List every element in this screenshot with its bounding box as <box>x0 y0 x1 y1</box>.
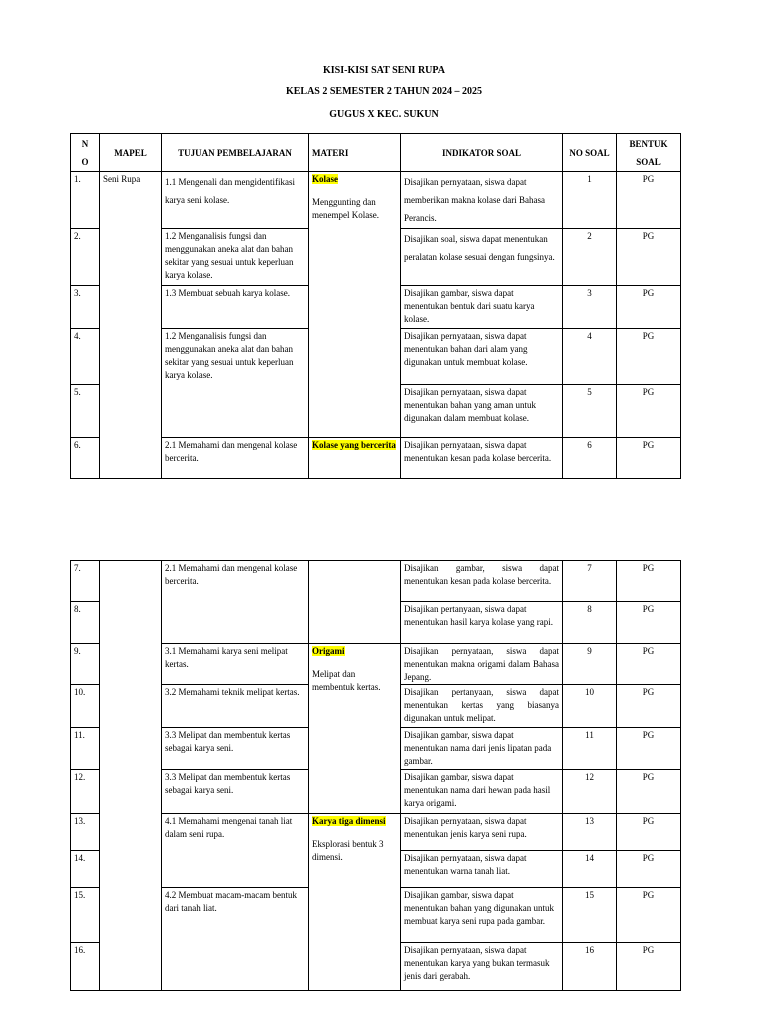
materi-kolase-title: Kolase <box>312 174 338 184</box>
row-bentuk: PG <box>617 229 681 286</box>
materi-kolase-bercerita <box>309 438 401 479</box>
row-bentuk: PG <box>617 888 681 943</box>
mapel-cell: Seni Rupa <box>100 172 162 479</box>
row-tujuan: 2.1 Memahami dan mengenal kolase bercerita. <box>162 561 309 644</box>
row-indikator: Disajikan gambar, siswa dapat menentukan nama dari jenis lipatan pada gambar. <box>401 728 563 770</box>
row-indikator: Disajikan pertanyaan, siswa dapat menentukan kertas yang biasanya digunakan untuk melipat. <box>401 685 563 728</box>
table-row <box>71 644 681 685</box>
materi-kolase <box>309 172 401 438</box>
kisi-table-page1 <box>70 133 681 479</box>
table-row <box>71 814 681 851</box>
row-tujuan: 1.1 Mengenali dan mengidentifikasi karya seni kolase. <box>162 172 309 229</box>
row-bentuk: PG <box>617 172 681 229</box>
row-no-soal: 10 <box>563 685 617 728</box>
materi-karya-tiga-title: Karya tiga dimensi <box>312 816 386 826</box>
table-row <box>71 172 681 229</box>
row-no-soal: 4 <box>563 329 617 385</box>
materi-continued <box>309 561 401 644</box>
row-no-soal: 12 <box>563 770 617 814</box>
row-no: 7. <box>71 561 100 602</box>
header-mapel: MAPEL <box>100 134 162 172</box>
row-indikator: Disajikan soal, siswa dapat menentukan peralatan kolase sesuai dengan fungsinya. <box>401 229 563 286</box>
row-tujuan: 3.3 Melipat dan membentuk kertas sebagai karya seni. <box>162 770 309 814</box>
doc-subtitle-class: KELAS 2 SEMESTER 2 TAHUN 2024 – 2025 <box>285 86 483 97</box>
row-no-soal: 2 <box>563 229 617 286</box>
row-bentuk: PG <box>617 286 681 329</box>
row-no: 15. <box>71 888 100 943</box>
row-no-soal: 5 <box>563 385 617 438</box>
row-no-soal: 8 <box>563 602 617 644</box>
row-bentuk: PG <box>617 685 681 728</box>
row-no-soal: 11 <box>563 728 617 770</box>
row-tujuan: 1.2 Menganalisis fungsi dan menggunakan aneka alat dan bahan sekitar yang sesuai untuk keperluan karya kolase. <box>162 229 309 286</box>
row-no-soal: 7 <box>563 561 617 602</box>
row-no-soal: 9 <box>563 644 617 685</box>
row-bentuk: PG <box>617 814 681 851</box>
row-indikator: Disajikan pernyataan, siswa dapat memberikan makna kolase dari Bahasa Perancis. <box>401 172 563 229</box>
row-indikator: Disajikan pernyataan, siswa dapat menentukan bahan yang aman untuk digunakan dalam membuat kolase. <box>401 385 563 438</box>
row-no: 10. <box>71 685 100 728</box>
table-header-row <box>71 134 681 172</box>
header-tujuan: TUJUAN PEMBELAJARAN <box>162 134 309 172</box>
row-bentuk: PG <box>617 770 681 814</box>
row-no: 1. <box>71 172 100 229</box>
row-bentuk: PG <box>617 438 681 479</box>
row-no: 6. <box>71 438 100 479</box>
row-indikator: Disajikan pernyataan, siswa dapat menentukan karya yang bukan termasuk jenis dari gerabah. <box>401 943 563 991</box>
row-bentuk: PG <box>617 943 681 991</box>
row-indikator: Disajikan gambar, siswa dapat menentukan kesan pada kolase bercerita. <box>401 561 563 602</box>
row-no-soal: 1 <box>563 172 617 229</box>
materi-origami-title: Origami <box>312 646 345 656</box>
row-tujuan: 1.3 Membuat sebuah karya kolase. <box>162 286 309 329</box>
row-tujuan: 3.1 Memahami karya seni melipat kertas. <box>162 644 309 685</box>
materi-karya-tiga-desc: Eksplorasi bentuk 3 dimensi. <box>312 839 384 862</box>
row-tujuan: 4.2 Membuat macam-macam bentuk dari tanah liat. <box>162 888 309 991</box>
row-no: 12. <box>71 770 100 814</box>
row-tujuan: 2.1 Memahami dan mengenal kolase bercerita. <box>162 438 309 479</box>
row-no: 3. <box>71 286 100 329</box>
row-no: 5. <box>71 385 100 438</box>
header-indikator: INDIKATOR SOAL <box>401 134 563 172</box>
row-bentuk: PG <box>617 728 681 770</box>
table-row <box>71 438 681 479</box>
row-indikator: Disajikan pertanyaan, siswa dapat menentukan hasil karya kolase yang rapi. <box>401 602 563 644</box>
row-indikator: Disajikan gambar, siswa dapat menentukan bahan yang digunakan untuk membuat karya seni rupa pada gambar. <box>401 888 563 943</box>
row-no-soal: 14 <box>563 851 617 888</box>
materi-kolase-bercerita-title: Kolase yang bercerita <box>312 440 396 450</box>
doc-title: KISI-KISI SAT SENI RUPA <box>323 65 445 76</box>
row-bentuk: PG <box>617 851 681 888</box>
row-bentuk: PG <box>617 385 681 438</box>
header-no-soal: NO SOAL <box>563 134 617 172</box>
row-indikator: Disajikan gambar, siswa dapat menentukan nama dari hewan pada hasil karya origami. <box>401 770 563 814</box>
row-no: 2. <box>71 229 100 286</box>
row-bentuk: PG <box>617 644 681 685</box>
row-tujuan: 3.2 Memahami teknik melipat kertas. <box>162 685 309 728</box>
row-indikator: Disajikan pernyataan, siswa dapat menentukan jenis karya seni rupa. <box>401 814 563 851</box>
row-no: 11. <box>71 728 100 770</box>
materi-origami <box>309 644 401 814</box>
header-no: N O <box>71 134 100 172</box>
mapel-cell-continued <box>100 561 162 991</box>
row-no-soal: 13 <box>563 814 617 851</box>
header-bentuk: BENTUK SOAL <box>617 134 681 172</box>
row-tujuan: 1.2 Menganalisis fungsi dan menggunakan aneka alat dan bahan sekitar yang sesuai untuk keperluan karya kolase. <box>162 329 309 438</box>
row-indikator: Disajikan pernyataan, siswa dapat menentukan makna origami dalam Bahasa Jepang. <box>401 644 563 685</box>
row-indikator: Disajikan pernyataan, siswa dapat menentukan kesan pada kolase bercerita. <box>401 438 563 479</box>
row-no: 8. <box>71 602 100 644</box>
header-materi: MATERI <box>309 134 401 172</box>
row-bentuk: PG <box>617 561 681 602</box>
row-indikator: Disajikan pernyataan, siswa dapat menentukan warna tanah liat. <box>401 851 563 888</box>
row-no-soal: 16 <box>563 943 617 991</box>
materi-karya-tiga <box>309 814 401 991</box>
row-no-soal: 6 <box>563 438 617 479</box>
materi-kolase-desc: Menggunting dan menempel Kolase. <box>312 197 379 220</box>
row-tujuan: 3.3 Melipat dan membentuk kertas sebagai karya seni. <box>162 728 309 770</box>
kisi-table-page2 <box>70 560 681 991</box>
row-no: 16. <box>71 943 100 991</box>
row-no: 4. <box>71 329 100 385</box>
row-no-soal: 15 <box>563 888 617 943</box>
row-no: 14. <box>71 851 100 888</box>
row-tujuan: 4.1 Memahami mengenai tanah liat dalam seni rupa. <box>162 814 309 888</box>
row-bentuk: PG <box>617 329 681 385</box>
row-no: 13. <box>71 814 100 851</box>
row-no-soal: 3 <box>563 286 617 329</box>
row-bentuk: PG <box>617 602 681 644</box>
materi-origami-desc: Melipat dan membentuk kertas. <box>312 669 381 692</box>
row-indikator: Disajikan pernyataan, siswa dapat menentukan bahan dari alam yang digunakan untuk membuat kolase. <box>401 329 563 385</box>
doc-subtitle-gugus: GUGUS X KEC. SUKUN <box>329 109 439 120</box>
row-no: 9. <box>71 644 100 685</box>
table-row <box>71 561 681 602</box>
row-indikator: Disajikan gambar, siswa dapat menentukan bentuk dari suatu karya kolase. <box>401 286 563 329</box>
